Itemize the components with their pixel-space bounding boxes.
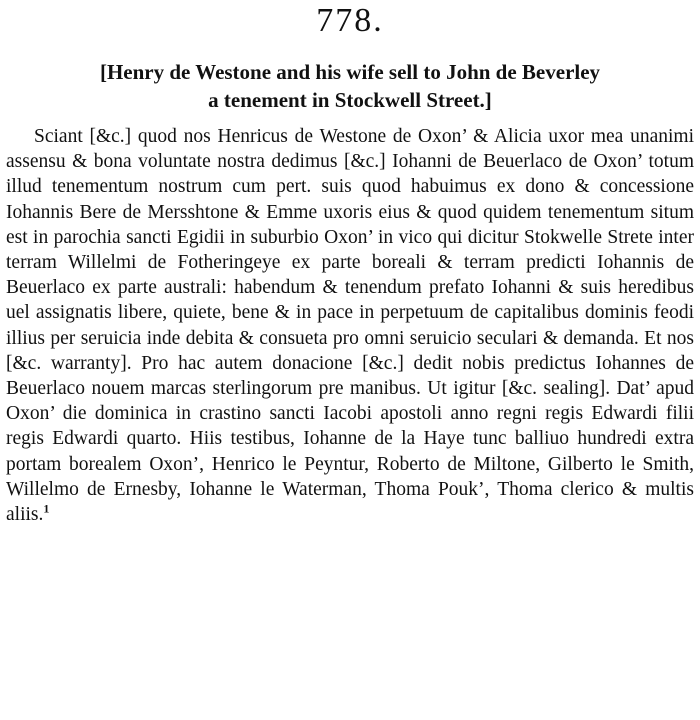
charter-text [6, 124, 694, 527]
heading-line-2: a tenement in Stockwell Street.] [208, 88, 492, 112]
heading-line-1: [Henry de Westone and his wife sell to John de Beverley [99, 60, 601, 84]
charter-body: Sciant [&c.] quod nos Henricus de Westone de Oxon’ & Alicia uxor mea unanimi assensu & bona voluntate nostra dedimus [&c.] Iohanni de Beuerlaco de Oxon’ totum illud tenementum nostrum cum pert. suis quod habuimus ex dono & concessione Iohannis Bere de Mersshtone & Emme uxoris eius & quod quidem tenementum situm est in parochia sancti Egidii in suburbio Oxon’ in vico qui dicitur Stokwelle Strete inter terram Willelmi de Fotheringeye ex parte boreali & terram predicti Iohannis de Beuerlaco ex parte australi: habendum & tenendum prefato Iohanni & suis heredibus uel assignatis libere, quiete, bene & in pace in perpetuum de capitalibus dominis feodi illius per seruicia inde debita & consueta pro omni seruicio seculari & demanda. Et nos [&c. warranty]. Pro hac autem donacione [&c.] dedit nobis predictus Iohannes de Beuerlaco nouem marcas sterlingorum pre manibus. Ut igitur [&c. sealing]. Dat’ apud Oxon’ die dominica in crastino sancti Iacobi apostoli anno regni regis Edwardi filii regis Edwardi quarto. Hiis testibus, Iohanne de la Haye tunc balliuo hundredi extra portam borealem Oxon’, Henrico le Peyntur, Roberto de Miltone, Gilberto le Smith, Willelmo de Ernesby, Iohanne le Waterman, Thoma Pouk’, Thoma clerico & multis aliis. [6, 126, 694, 526]
footnote-marker: 1 [43, 501, 50, 516]
entry-heading [10, 58, 690, 114]
entry-number: 778. [316, 2, 384, 39]
